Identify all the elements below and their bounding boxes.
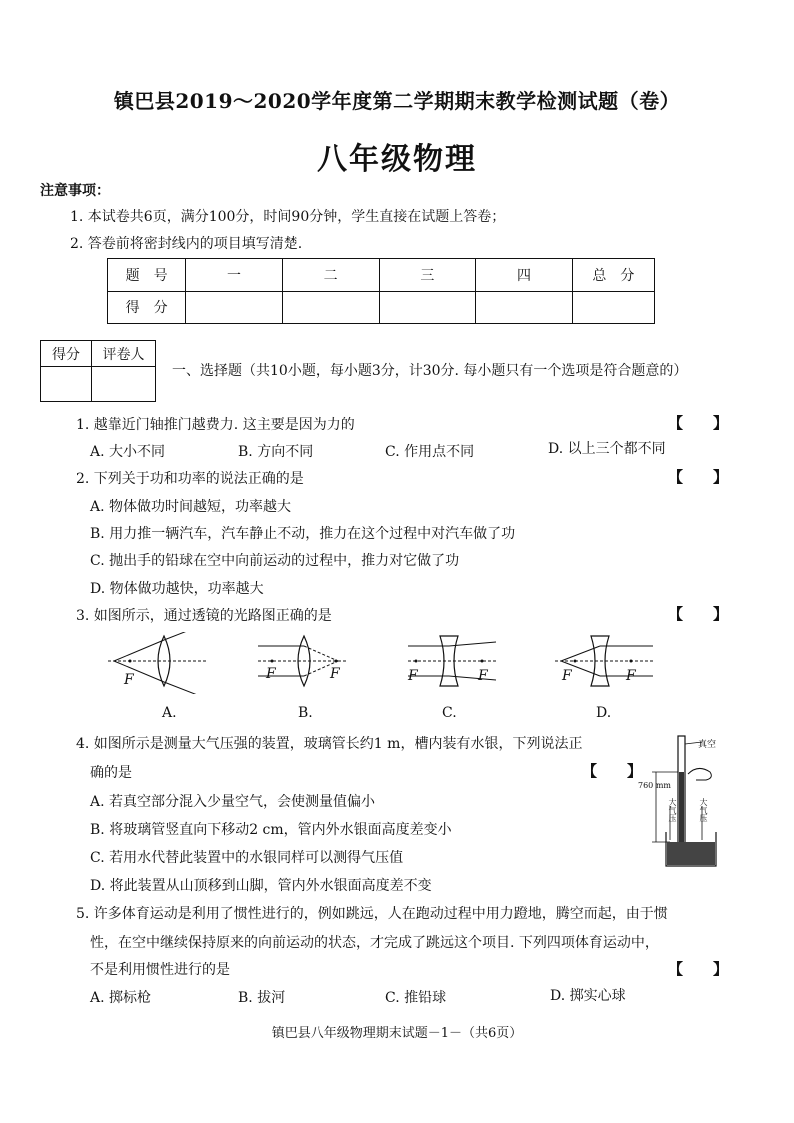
score-header-cell: 一: [186, 259, 283, 292]
focus-label: F: [478, 668, 488, 684]
score-cell: [572, 291, 654, 324]
question-stem-cont: 性，在空中继续保持原来的向前运动的状态，才完成了跳远这个项目. 下列四项体育运动中，: [90, 935, 659, 951]
score-cell: [476, 291, 573, 324]
answer-bracket: 【 】: [668, 468, 729, 486]
grader-name-cell: [92, 367, 156, 402]
option: D. 掷实心球: [550, 988, 626, 1004]
score-header-cell: 总 分: [572, 259, 654, 292]
vacuum-label: 真空: [698, 740, 717, 750]
lens-diagram-a: [108, 632, 208, 694]
option: B. 用力推一辆汽车，汽车静止不动，推力在这个过程中对汽车做了功: [90, 526, 516, 542]
score-cell: [282, 291, 379, 324]
focus-label: F: [408, 668, 418, 684]
focus-label: F: [266, 666, 276, 682]
section-heading: 一、选择题（共10小题，每小题3分，计30分. 每小题只有一个选项是符合题意的）: [172, 363, 688, 379]
answer-bracket: 【 】: [668, 605, 729, 623]
answer-bracket: 【 】: [668, 960, 729, 978]
lens-diagram-c: [408, 632, 498, 694]
grader-score-label: 得分: [41, 341, 92, 367]
figure-label: D.: [596, 705, 612, 721]
score-row-label: 得 分: [108, 291, 186, 324]
option: B. 拔河: [238, 990, 286, 1006]
exam-title: 镇巴县2019～2020学年度第二学期期末教学检测试题（卷）: [113, 89, 681, 113]
pressure-label: 大气压: [699, 798, 708, 822]
question-stem: 1. 越靠近门轴推门越费力. 这主要是因为力的: [76, 417, 355, 433]
question-stem-cont: 确的是: [90, 765, 132, 781]
grader-name-label: 评卷人: [92, 341, 156, 367]
height-label: 760 mm: [638, 781, 671, 790]
score-table: [107, 258, 655, 324]
option: A. 物体做功时间越短，功率越大: [90, 499, 292, 515]
focus-label: F: [562, 668, 572, 684]
score-cell: [379, 291, 476, 324]
option: D. 以上三个都不同: [548, 441, 666, 457]
question-stem-cont: 不是利用惯性进行的是: [90, 962, 230, 978]
option: D. 物体做功越快，功率越大: [90, 581, 264, 597]
lens-diagram-d: [555, 632, 655, 694]
score-header-cell: 题 号: [108, 259, 186, 292]
pressure-label: 大气压: [668, 798, 677, 822]
score-header-cell: 四: [476, 259, 573, 292]
notice-heading: 注意事项：: [40, 183, 110, 199]
option: B. 将玻璃管竖直向下移动2 cm，管内外水银面高度差变小: [90, 822, 452, 838]
score-header-cell: 二: [282, 259, 379, 292]
question-stem: 4. 如图所示是测量大气压强的装置，玻璃管长约1 m，槽内装有水银，下列说法正: [76, 736, 583, 752]
grader-box: [40, 340, 156, 402]
score-header-cell: 三: [379, 259, 476, 292]
focus-label: F: [124, 672, 134, 688]
option: A. 若真空部分混入少量空气，会使测量值偏小: [90, 794, 376, 810]
figure-label: B.: [298, 705, 313, 721]
focus-label: F: [330, 666, 340, 682]
figure-label: C.: [442, 705, 457, 721]
option: B. 方向不同: [238, 444, 314, 460]
option: C. 若用水代替此装置中的水银同样可以测得气压值: [90, 850, 404, 866]
question-stem: 5. 许多体育运动是利用了惯性进行的，例如跳远，人在跑动过程中用力蹬地，腾空而起，由于惯: [76, 906, 668, 922]
focus-label: F: [626, 668, 636, 684]
option: C. 抛出手的铅球在空中向前运动的过程中，推力对它做了功: [90, 553, 460, 569]
option: D. 将此装置从山顶移到山脚，管内外水银面高度差不变: [90, 878, 432, 894]
page-footer: 镇巴县八年级物理期末试题－1－（共6页）: [271, 1026, 523, 1041]
option: A. 大小不同: [90, 444, 166, 460]
figure-label: A.: [162, 705, 177, 721]
lens-diagram-b: [258, 632, 348, 694]
notice-item: 1. 本试卷共6页，满分100分，时间90分钟，学生直接在试题上答卷；: [70, 209, 506, 225]
score-cell: [186, 291, 283, 324]
subject-title: 八年级物理: [317, 142, 477, 177]
question-stem: 2. 下列关于功和功率的说法正确的是: [76, 471, 304, 487]
option: A. 掷标枪: [90, 990, 152, 1006]
question-stem: 3. 如图所示，通过透镜的光路图正确的是: [76, 608, 332, 624]
grader-score-cell: [41, 367, 92, 402]
notice-item: 2. 答卷前将密封线内的项目填写清楚.: [70, 236, 303, 252]
option: C. 推铅球: [385, 990, 447, 1006]
answer-bracket: 【 】: [582, 762, 643, 780]
option: C. 作用点不同: [385, 444, 475, 460]
answer-bracket: 【 】: [668, 414, 729, 432]
